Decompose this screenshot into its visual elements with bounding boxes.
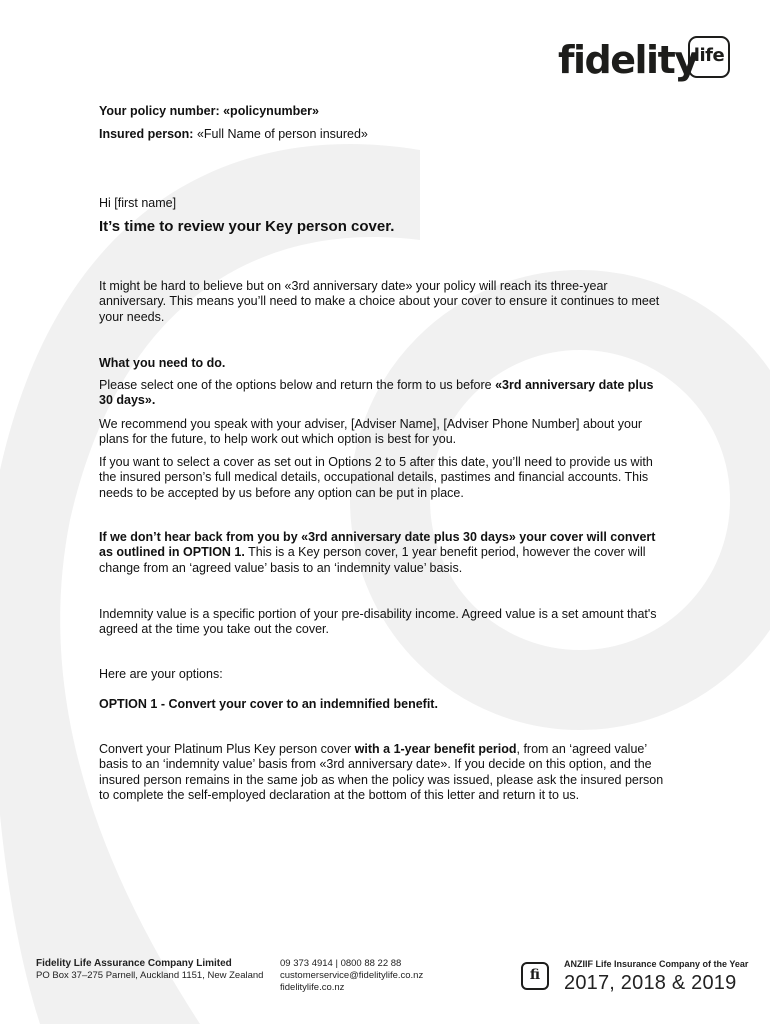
indemnity-paragraph: Indemnity value is a specific portion of your pre-disability income. Agreed value is a set amount that's agreed at the time you take out the cover.	[99, 606, 657, 636]
footer-website[interactable]: fidelitylife.co.nz	[280, 982, 345, 993]
recommend-paragraph: We recommend you speak with your adviser, [Adviser Name], [Adviser Phone Number] about your plans for the future, to help work out which option is best for you.	[99, 416, 643, 446]
select-text: Please select one of the options below and return the form to us before	[99, 377, 496, 392]
select-deadline: «3rd anniversary date plus 30 days».	[99, 377, 654, 407]
default-conversion-text: This is a Key person cover, 1 year benefit period, however the cover will change from an ‘agreed value’ basis to an ‘indemnity value’ basis.	[99, 545, 646, 575]
select-paragraph	[99, 378, 669, 409]
footer-company	[36, 958, 263, 982]
greeting: Hi [first name]	[99, 196, 177, 210]
policy-number-line	[99, 104, 319, 118]
footer-contact	[280, 958, 423, 994]
footer-company-name: Fidelity Life Assurance Company Limited	[36, 958, 232, 969]
insured-person-label: Insured person:	[99, 127, 194, 141]
footer-phones: 09 373 4914 | 0800 88 22 88	[280, 958, 402, 969]
footer-email[interactable]: customerservice@fidelitylife.co.nz	[280, 970, 424, 981]
policy-number-label: Your policy number:	[99, 104, 220, 118]
option-1-benefit-period: with a 1-year benefit period	[354, 741, 517, 756]
default-conversion-paragraph	[99, 530, 669, 577]
options-note-paragraph: If you want to select a cover as set out in Options 2 to 5 after this date, you’ll need to provide us with the insured person’s full medical details, occupational details, pastimes and financial accounts. This needs to be accepted by us before any option can be put in place.	[99, 454, 653, 500]
award-title: ANZIIF Life Insurance Company of the Year	[564, 959, 749, 969]
default-conversion-bold: If we don’t hear back from you by «3rd anniversary date plus 30 days» your cover will convert as outlined in OPTION 1.	[99, 529, 656, 559]
intro-paragraph: It might be hard to believe but on «3rd anniversary date» your policy will reach its three-year anniversary. This means you’ll need to make a choice about your cover to ensure it continues to meet your needs.	[99, 278, 660, 324]
fi-logo-icon: fi	[521, 962, 549, 990]
section-heading-what-to-do: What you need to do.	[99, 355, 226, 370]
options-intro: Here are your options:	[99, 666, 223, 681]
logo-life-box: life	[688, 36, 730, 78]
policy-number-value: «policynumber»	[223, 104, 319, 118]
footer-company-address: PO Box 37–275 Parnell, Auckland 1151, New Zealand	[36, 970, 264, 981]
option-1-text-end: , from an ‘agreed value’ basis to an ‘indemnity value’ basis from «3rd anniversary date». If you decide on this option, and the insured person remains in the same job as when the policy was issued, please ask the insured person to complete the self-employed declaration at the bottom of this letter and return it to us.	[99, 741, 664, 802]
footer-award	[564, 958, 748, 995]
insured-person-line	[99, 127, 368, 141]
option-1-heading: OPTION 1 - Convert your cover to an indemnified benefit.	[99, 696, 438, 711]
logo-wordmark: fidelity	[558, 38, 698, 82]
insured-person-value: «Full Name of person insured»	[196, 127, 368, 141]
fidelity-life-logo	[558, 34, 738, 92]
option-1-text-start: Convert your Platinum Plus Key person cover	[99, 741, 355, 756]
page-title: It’s time to review your Key person cover.	[99, 218, 395, 235]
option-1-paragraph	[99, 742, 669, 804]
award-years: 2017, 2018 & 2019	[564, 972, 737, 994]
